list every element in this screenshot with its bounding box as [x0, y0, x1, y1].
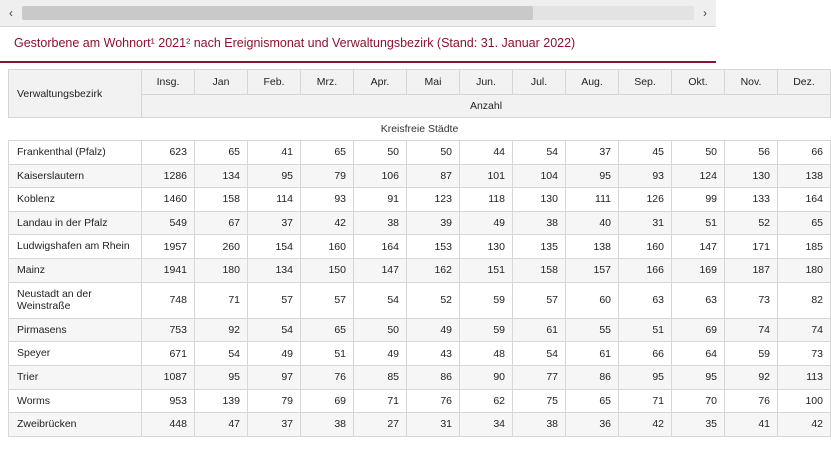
- cell-jun: 101: [460, 164, 513, 188]
- cell-may: 87: [407, 164, 460, 188]
- cell-dec: 65: [778, 211, 831, 235]
- column-header-nov: Nov.: [725, 70, 778, 95]
- cell-sep: 51: [619, 318, 672, 342]
- cell-nov: 76: [725, 389, 778, 413]
- cell-aug: 40: [566, 211, 619, 235]
- cell-jan: 65: [195, 141, 248, 165]
- cell-dec: 66: [778, 141, 831, 165]
- cell-dec: 185: [778, 235, 831, 259]
- cell-jan: 67: [195, 211, 248, 235]
- section-header-row: [9, 118, 831, 141]
- cell-mar: 79: [301, 164, 354, 188]
- cell-feb: 54: [248, 318, 301, 342]
- cell-apr: 147: [354, 258, 407, 282]
- cell-jun: 62: [460, 389, 513, 413]
- cell-aug: 55: [566, 318, 619, 342]
- table-row[interactable]: [9, 141, 831, 165]
- cell-dec: 73: [778, 342, 831, 366]
- cell-aug: 111: [566, 188, 619, 212]
- row-label: Trier: [9, 365, 142, 389]
- cell-oct: 35: [672, 413, 725, 437]
- cell-apr: 50: [354, 141, 407, 165]
- cell-feb: 154: [248, 235, 301, 259]
- page-title: Gestorbene am Wohnort¹ 2021² nach Ereignismonat und Verwaltungsbezirk (Stand: 31. Januar 2022): [14, 36, 576, 50]
- column-header-jan: Jan: [195, 70, 248, 95]
- scroll-right-arrow-icon[interactable]: ›: [694, 0, 716, 26]
- cell-sep: 166: [619, 258, 672, 282]
- cell-may: 49: [407, 318, 460, 342]
- cell-may: 39: [407, 211, 460, 235]
- cell-jul: 158: [513, 258, 566, 282]
- cell-oct: 63: [672, 282, 725, 318]
- cell-oct: 99: [672, 188, 725, 212]
- cell-nov: 56: [725, 141, 778, 165]
- table-row[interactable]: [9, 188, 831, 212]
- cell-mar: 51: [301, 342, 354, 366]
- cell-feb: 95: [248, 164, 301, 188]
- section-title: Kreisfreie Städte: [9, 118, 831, 141]
- cell-nov: 73: [725, 282, 778, 318]
- cell-dec: 74: [778, 318, 831, 342]
- row-label: Zweibrücken: [9, 413, 142, 437]
- cell-total: 1460: [142, 188, 195, 212]
- cell-total: 623: [142, 141, 195, 165]
- row-label: Frankenthal (Pfalz): [9, 141, 142, 165]
- cell-total: 671: [142, 342, 195, 366]
- table-row[interactable]: [9, 318, 831, 342]
- cell-total: 753: [142, 318, 195, 342]
- cell-nov: 59: [725, 342, 778, 366]
- cell-may: 31: [407, 413, 460, 437]
- row-label: Koblenz: [9, 188, 142, 212]
- table-body: [9, 118, 831, 437]
- column-header-feb: Feb.: [248, 70, 301, 95]
- cell-oct: 169: [672, 258, 725, 282]
- cell-apr: 38: [354, 211, 407, 235]
- cell-apr: 106: [354, 164, 407, 188]
- cell-feb: 37: [248, 413, 301, 437]
- cell-may: 162: [407, 258, 460, 282]
- cell-jul: 61: [513, 318, 566, 342]
- cell-feb: 134: [248, 258, 301, 282]
- cell-apr: 54: [354, 282, 407, 318]
- cell-feb: 97: [248, 365, 301, 389]
- cell-jul: 135: [513, 235, 566, 259]
- cell-mar: 65: [301, 141, 354, 165]
- cell-sep: 66: [619, 342, 672, 366]
- cell-jun: 34: [460, 413, 513, 437]
- cell-aug: 65: [566, 389, 619, 413]
- cell-dec: 82: [778, 282, 831, 318]
- cell-mar: 57: [301, 282, 354, 318]
- cell-oct: 95: [672, 365, 725, 389]
- column-header-jul: Jul.: [513, 70, 566, 95]
- cell-feb: 49: [248, 342, 301, 366]
- cell-may: 76: [407, 389, 460, 413]
- table-row[interactable]: [9, 413, 831, 437]
- scrollbar-track[interactable]: [22, 6, 694, 20]
- cell-jun: 48: [460, 342, 513, 366]
- cell-jul: 54: [513, 141, 566, 165]
- table-row[interactable]: [9, 389, 831, 413]
- cell-total: 748: [142, 282, 195, 318]
- table-row[interactable]: [9, 342, 831, 366]
- cell-total: 1957: [142, 235, 195, 259]
- cell-sep: 42: [619, 413, 672, 437]
- cell-dec: 113: [778, 365, 831, 389]
- column-header-total: Insg.: [142, 70, 195, 95]
- cell-jan: 260: [195, 235, 248, 259]
- cell-sep: 31: [619, 211, 672, 235]
- cell-feb: 37: [248, 211, 301, 235]
- cell-sep: 126: [619, 188, 672, 212]
- cell-jul: 57: [513, 282, 566, 318]
- column-header-apr: Apr.: [354, 70, 407, 95]
- cell-nov: 41: [725, 413, 778, 437]
- cell-feb: 57: [248, 282, 301, 318]
- cell-apr: 49: [354, 342, 407, 366]
- cell-jan: 47: [195, 413, 248, 437]
- cell-nov: 187: [725, 258, 778, 282]
- cell-nov: 92: [725, 365, 778, 389]
- cell-feb: 79: [248, 389, 301, 413]
- cell-jun: 59: [460, 318, 513, 342]
- cell-jul: 130: [513, 188, 566, 212]
- cell-jan: 54: [195, 342, 248, 366]
- cell-jan: 95: [195, 365, 248, 389]
- cell-may: 86: [407, 365, 460, 389]
- cell-oct: 51: [672, 211, 725, 235]
- cell-mar: 160: [301, 235, 354, 259]
- cell-mar: 65: [301, 318, 354, 342]
- cell-mar: 38: [301, 413, 354, 437]
- table-row[interactable]: [9, 235, 831, 259]
- title-bar: [0, 27, 716, 63]
- cell-jul: 54: [513, 342, 566, 366]
- cell-jun: 118: [460, 188, 513, 212]
- cell-jan: 180: [195, 258, 248, 282]
- cell-jun: 44: [460, 141, 513, 165]
- cell-nov: 74: [725, 318, 778, 342]
- cell-apr: 71: [354, 389, 407, 413]
- cell-jun: 59: [460, 282, 513, 318]
- cell-jan: 71: [195, 282, 248, 318]
- cell-jan: 139: [195, 389, 248, 413]
- column-header-aug: Aug.: [566, 70, 619, 95]
- cell-apr: 164: [354, 235, 407, 259]
- cell-may: 52: [407, 282, 460, 318]
- cell-jul: 38: [513, 211, 566, 235]
- cell-sep: 95: [619, 365, 672, 389]
- cell-mar: 69: [301, 389, 354, 413]
- cell-total: 1286: [142, 164, 195, 188]
- cell-aug: 60: [566, 282, 619, 318]
- statistics-table: [8, 69, 831, 437]
- cell-mar: 150: [301, 258, 354, 282]
- column-header-dec: Dez.: [778, 70, 831, 95]
- row-label: Neustadt an der Weinstraße: [9, 282, 142, 318]
- table-row[interactable]: [9, 258, 831, 282]
- cell-jul: 104: [513, 164, 566, 188]
- cell-sep: 160: [619, 235, 672, 259]
- table-row[interactable]: [9, 365, 831, 389]
- table-row[interactable]: [9, 282, 831, 318]
- horizontal-scrollbar[interactable]: [0, 0, 716, 27]
- cell-dec: 42: [778, 413, 831, 437]
- cell-apr: 91: [354, 188, 407, 212]
- cell-aug: 95: [566, 164, 619, 188]
- cell-apr: 27: [354, 413, 407, 437]
- cell-sep: 93: [619, 164, 672, 188]
- cell-total: 1087: [142, 365, 195, 389]
- cell-sep: 63: [619, 282, 672, 318]
- column-header-sep: Sep.: [619, 70, 672, 95]
- column-header-oct: Okt.: [672, 70, 725, 95]
- cell-jun: 49: [460, 211, 513, 235]
- cell-oct: 147: [672, 235, 725, 259]
- cell-may: 43: [407, 342, 460, 366]
- cell-aug: 138: [566, 235, 619, 259]
- cell-mar: 42: [301, 211, 354, 235]
- cell-total: 448: [142, 413, 195, 437]
- row-label: Kaiserslautern: [9, 164, 142, 188]
- cell-mar: 93: [301, 188, 354, 212]
- cell-mar: 76: [301, 365, 354, 389]
- cell-oct: 64: [672, 342, 725, 366]
- cell-oct: 69: [672, 318, 725, 342]
- cell-dec: 100: [778, 389, 831, 413]
- cell-nov: 133: [725, 188, 778, 212]
- cell-jul: 77: [513, 365, 566, 389]
- row-label: Worms: [9, 389, 142, 413]
- cell-nov: 171: [725, 235, 778, 259]
- cell-sep: 71: [619, 389, 672, 413]
- row-label: Ludwigshafen am Rhein: [9, 235, 142, 259]
- column-header-region: Verwaltungsbezirk: [9, 70, 142, 118]
- table-head: [9, 70, 831, 118]
- table-row[interactable]: [9, 164, 831, 188]
- cell-aug: 36: [566, 413, 619, 437]
- table-row[interactable]: [9, 211, 831, 235]
- cell-aug: 86: [566, 365, 619, 389]
- cell-dec: 138: [778, 164, 831, 188]
- cell-aug: 37: [566, 141, 619, 165]
- cell-jan: 92: [195, 318, 248, 342]
- cell-jan: 134: [195, 164, 248, 188]
- unit-label: Anzahl: [142, 95, 831, 118]
- column-header-jun: Jun.: [460, 70, 513, 95]
- cell-total: 1941: [142, 258, 195, 282]
- cell-aug: 61: [566, 342, 619, 366]
- cell-oct: 70: [672, 389, 725, 413]
- cell-jul: 38: [513, 413, 566, 437]
- cell-total: 953: [142, 389, 195, 413]
- cell-apr: 85: [354, 365, 407, 389]
- header-row: [9, 70, 831, 95]
- cell-sep: 45: [619, 141, 672, 165]
- table-container: [0, 63, 823, 437]
- column-header-mar: Mrz.: [301, 70, 354, 95]
- cell-dec: 164: [778, 188, 831, 212]
- cell-jun: 90: [460, 365, 513, 389]
- cell-jul: 75: [513, 389, 566, 413]
- row-label: Mainz: [9, 258, 142, 282]
- cell-apr: 50: [354, 318, 407, 342]
- cell-nov: 130: [725, 164, 778, 188]
- column-header-may: Mai: [407, 70, 460, 95]
- cell-feb: 114: [248, 188, 301, 212]
- cell-jun: 151: [460, 258, 513, 282]
- cell-may: 123: [407, 188, 460, 212]
- cell-oct: 50: [672, 141, 725, 165]
- cell-jan: 158: [195, 188, 248, 212]
- cell-total: 549: [142, 211, 195, 235]
- cell-may: 50: [407, 141, 460, 165]
- scroll-left-arrow-icon[interactable]: ‹: [0, 0, 22, 26]
- cell-may: 153: [407, 235, 460, 259]
- cell-dec: 180: [778, 258, 831, 282]
- cell-nov: 52: [725, 211, 778, 235]
- row-label: Pirmasens: [9, 318, 142, 342]
- cell-feb: 41: [248, 141, 301, 165]
- row-label: Speyer: [9, 342, 142, 366]
- cell-oct: 124: [672, 164, 725, 188]
- cell-aug: 157: [566, 258, 619, 282]
- cell-jun: 130: [460, 235, 513, 259]
- row-label: Landau in der Pfalz: [9, 211, 142, 235]
- scrollbar-thumb[interactable]: [22, 6, 533, 20]
